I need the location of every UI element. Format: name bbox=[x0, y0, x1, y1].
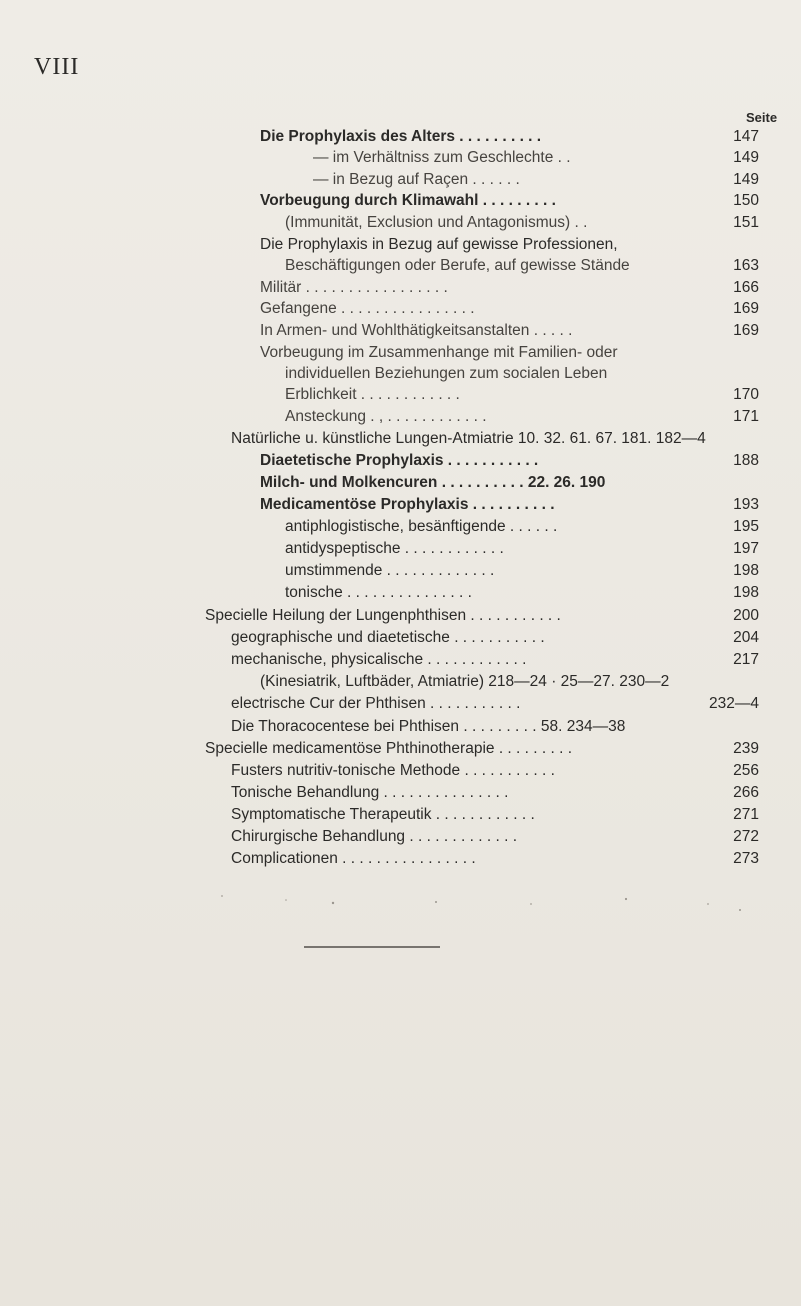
toc-entry-page: 195 bbox=[733, 518, 759, 535]
toc-entry-text: Medicamentöse Prophylaxis . . . . . . . . . . bbox=[260, 496, 555, 513]
toc-entry-page: 239 bbox=[733, 740, 759, 757]
toc-entry bbox=[0, 363, 801, 385]
toc-entry-page: 204 bbox=[733, 629, 759, 646]
toc-entry bbox=[0, 450, 801, 472]
toc-entry-page: 188 bbox=[733, 452, 759, 469]
toc-entry bbox=[0, 384, 801, 406]
toc-entry-text: mechanische, physicalische . . . . . . . . . . . . bbox=[231, 651, 527, 668]
toc-entry bbox=[0, 671, 801, 693]
toc-entry bbox=[0, 277, 801, 299]
toc-entry-text: Tonische Behandlung . . . . . . . . . . . . . . . bbox=[231, 784, 509, 801]
toc-entry-text: antiphlogistische, besänftigende . . . . . . bbox=[285, 518, 558, 535]
page-number: VIII bbox=[34, 54, 80, 80]
toc-entry-page: 163 bbox=[733, 257, 759, 274]
toc-entry-text: Vorbeugung durch Klimawahl . . . . . . . . . bbox=[260, 192, 556, 209]
toc-entry-page: 217 bbox=[733, 651, 759, 668]
toc-entry bbox=[0, 190, 801, 212]
toc-entry bbox=[0, 147, 801, 169]
toc-entry-text: — im Verhältniss zum Geschlechte . . bbox=[313, 149, 571, 166]
toc-entry-text: umstimmende . . . . . . . . . . . . . bbox=[285, 562, 495, 579]
toc-entry bbox=[0, 255, 801, 277]
toc-entry bbox=[0, 516, 801, 538]
toc-entry-page: 170 bbox=[733, 386, 759, 403]
toc-entry-text: Complicationen . . . . . . . . . . . . . . . . bbox=[231, 850, 476, 867]
toc-entry-page: 198 bbox=[733, 562, 759, 579]
toc-entry bbox=[0, 494, 801, 516]
toc-entry-text: Diaetetische Prophylaxis . . . . . . . . . . . bbox=[260, 452, 539, 469]
toc-entry-text: (Immunität, Exclusion und Antagonismus) . . bbox=[285, 214, 588, 231]
toc-entry-text: individuellen Beziehungen zum socialen Leben bbox=[285, 365, 608, 382]
toc-entry bbox=[0, 716, 801, 738]
toc-entry-page: 150 bbox=[733, 192, 759, 209]
toc-entry bbox=[0, 782, 801, 804]
toc-entry-text: Natürliche u. künstliche Lungen-Atmiatrie 10. 32. 61. 67. 181. 182—4 bbox=[231, 430, 706, 447]
toc-entry bbox=[0, 582, 801, 604]
toc-entry-text: Die Prophylaxis in Bezug auf gewisse Professionen, bbox=[260, 236, 618, 253]
toc-entry-text: — in Bezug auf Raçen . . . . . . bbox=[313, 171, 520, 188]
toc-entry-page: 193 bbox=[733, 496, 759, 513]
toc-entry bbox=[0, 428, 801, 450]
toc-entry-page: 197 bbox=[733, 540, 759, 557]
toc-entry-page: 169 bbox=[733, 322, 759, 339]
toc-entry-page: 200 bbox=[733, 607, 759, 624]
toc-entry-page: 272 bbox=[733, 828, 759, 845]
toc-entry bbox=[0, 649, 801, 671]
toc-entry bbox=[0, 126, 801, 148]
toc-entry bbox=[0, 342, 801, 364]
toc-entry-page: 147 bbox=[733, 128, 759, 145]
toc-entry-text: Milch- und Molkencuren . . . . . . . . . . 22. 26. 190 bbox=[260, 474, 606, 491]
toc-entry bbox=[0, 605, 801, 627]
toc-entry-page: 166 bbox=[733, 279, 759, 296]
toc-entry-page: 169 bbox=[733, 300, 759, 317]
toc-entry-text: Specielle medicamentöse Phthinotherapie . . . . . . . . . bbox=[205, 740, 573, 757]
toc-entry bbox=[0, 320, 801, 342]
toc-entry-text: Specielle Heilung der Lungenphthisen . . . . . . . . . . . bbox=[205, 607, 561, 624]
toc-entry bbox=[0, 472, 801, 494]
toc-entry bbox=[0, 804, 801, 826]
toc-entry-page: 273 bbox=[733, 850, 759, 867]
toc-entry-page: 149 bbox=[733, 171, 759, 188]
toc-entry-text: Fusters nutritiv-tonische Methode . . . . . . . . . . . bbox=[231, 762, 555, 779]
toc-entry-text: geographische und diaetetische . . . . . . . . . . . bbox=[231, 629, 545, 646]
toc-entry-text: tonische . . . . . . . . . . . . . . . bbox=[285, 584, 472, 601]
toc-entry-text: Symptomatische Therapeutik . . . . . . . . . . . . bbox=[231, 806, 535, 823]
toc-entry-text: Erblichkeit . . . . . . . . . . . . bbox=[285, 386, 460, 403]
toc-entry bbox=[0, 406, 801, 428]
toc-entry bbox=[0, 848, 801, 870]
toc-entry-text: In Armen- und Wohlthätigkeitsanstalten . . . . . bbox=[260, 322, 573, 339]
toc-entry-page: 232—4 bbox=[709, 695, 759, 712]
toc-entry bbox=[0, 627, 801, 649]
toc-entry-text: Beschäftigungen oder Berufe, auf gewisse Stände bbox=[285, 257, 630, 274]
toc-entry-text: electrische Cur der Phthisen . . . . . . . . . . . bbox=[231, 695, 521, 712]
toc-entry bbox=[0, 693, 801, 715]
toc-entry-text: Vorbeugung im Zusammenhange mit Familien- oder bbox=[260, 344, 618, 361]
toc-entry-text: Chirurgische Behandlung . . . . . . . . . . . . . bbox=[231, 828, 518, 845]
toc-entry-text: Gefangene . . . . . . . . . . . . . . . . bbox=[260, 300, 475, 317]
toc-entry bbox=[0, 169, 801, 191]
toc-entry-text: antidyspeptische . . . . . . . . . . . . bbox=[285, 540, 504, 557]
toc-entry-page: 266 bbox=[733, 784, 759, 801]
toc-entry-page: 256 bbox=[733, 762, 759, 779]
toc-entry-text: Militär . . . . . . . . . . . . . . . . . bbox=[260, 279, 448, 296]
toc-entry-page: 171 bbox=[733, 408, 759, 425]
toc-entry-text: Ansteckung . , . . . . . . . . . . . . bbox=[285, 408, 487, 425]
toc-entry bbox=[0, 826, 801, 848]
toc-entry-page: 151 bbox=[733, 214, 759, 231]
toc-entry bbox=[0, 760, 801, 782]
toc-entry bbox=[0, 234, 801, 256]
toc-entry bbox=[0, 538, 801, 560]
toc-entry-page: 149 bbox=[733, 149, 759, 166]
toc-entry-page: 198 bbox=[733, 584, 759, 601]
bottom-rule bbox=[304, 946, 440, 948]
toc-entry bbox=[0, 738, 801, 760]
toc-entry-text: (Kinesiatrik, Luftbäder, Atmiatrie) 218—24 · 25—27. 230—2 bbox=[260, 673, 670, 690]
toc-entry-page: 271 bbox=[733, 806, 759, 823]
toc-entry-text: Die Thoracocentese bei Phthisen . . . . . . . . . 58. 234—38 bbox=[231, 718, 626, 735]
column-header-seite: Seite bbox=[746, 110, 778, 125]
toc-entry bbox=[0, 560, 801, 582]
toc-entry-text: Die Prophylaxis des Alters . . . . . . . . . . bbox=[260, 128, 542, 145]
toc-entry bbox=[0, 212, 801, 234]
toc-entry bbox=[0, 298, 801, 320]
